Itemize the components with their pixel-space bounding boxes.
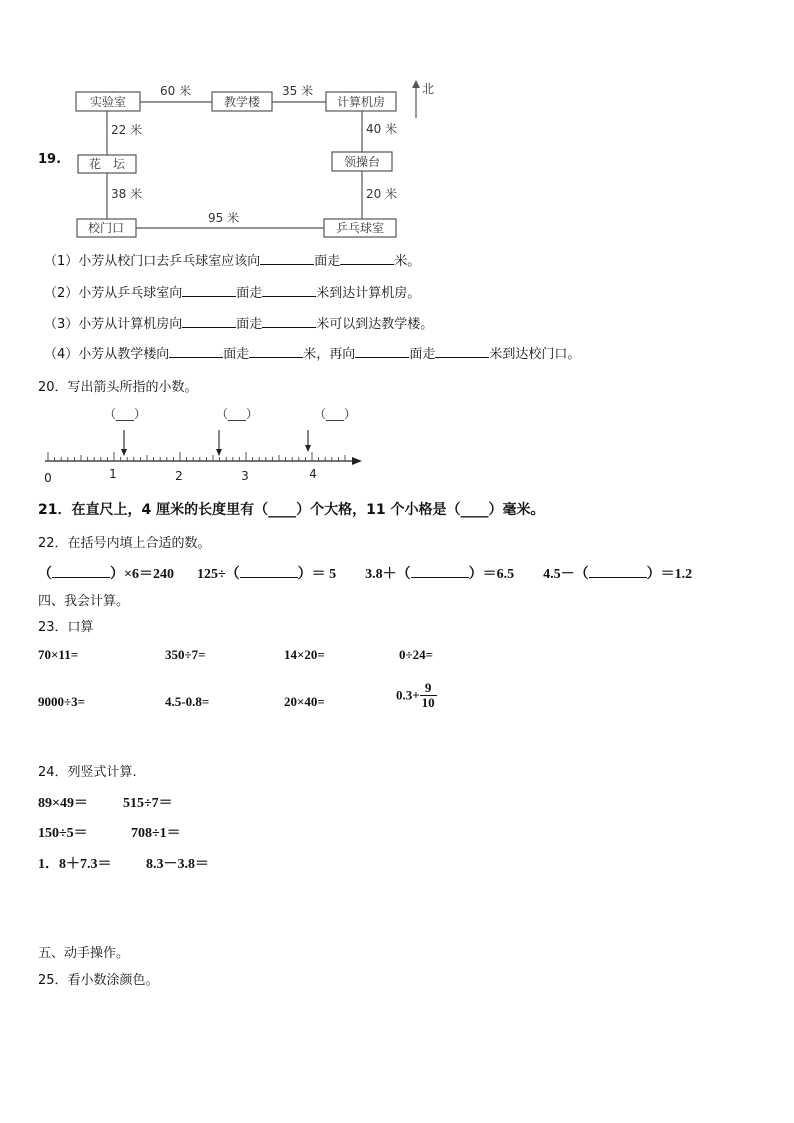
answer-blank[interactable]: [435, 345, 489, 358]
north-label: 北: [422, 82, 435, 96]
answer-blank[interactable]: [260, 252, 314, 265]
q22-text: 22．在括号内填上合适的数。: [38, 536, 211, 551]
answer-blank[interactable]: [249, 345, 303, 358]
dist-lab-teaching: 60 米: [160, 84, 192, 98]
dist-computer-stage: 40 米: [366, 122, 398, 136]
place-computer: 计算机房: [336, 95, 386, 109]
place-stage: 领操台: [343, 155, 381, 169]
answer-blank[interactable]: [411, 565, 469, 578]
q22-items: （ ）×6＝240 125÷（ ）＝ 5 3.8＋（ ）＝6.5 4.5－（ ）＝1.2: [38, 567, 693, 582]
q19-sub-4: （4）小芳从教学楼向 面走 米，再向 面走 米到达校门口。: [44, 347, 581, 362]
dist-teaching-computer: 35 米: [282, 84, 314, 98]
answer-blank-1[interactable]: ____: [268, 502, 297, 518]
place-garden: 花 坛: [88, 157, 126, 171]
q24-row-1-item-1: 89×49＝: [38, 796, 88, 811]
answer-blank[interactable]: [589, 565, 647, 578]
q24-row-3-item-2: 8.3－3.8＝: [146, 857, 209, 872]
answer-blank[interactable]: [340, 252, 394, 265]
place-gate: 校门口: [87, 221, 125, 235]
tick-label-4: 4: [309, 467, 317, 481]
down-arrow-icon: [216, 449, 222, 456]
answer-blank[interactable]: [240, 565, 298, 578]
q24-row-2-item-1: 150÷5＝: [38, 826, 88, 841]
place-teaching: 教学楼: [223, 95, 261, 109]
answer-blank[interactable]: [182, 284, 236, 297]
q21-text: 21．在直尺上，4 厘米的长度里有（____）个大格，11 个小格是（____）毫米。: [38, 502, 545, 518]
place-pingpong: 乒乓球室: [335, 221, 385, 235]
q19-sub-1: （1）小芳从校门口去乒乓球室应该向 面走 米。: [44, 254, 421, 269]
arrow-bracket-2[interactable]: （___）: [216, 407, 259, 421]
q23-row-2-item-1: 9000÷3=: [38, 694, 86, 709]
tick-label-1: 1: [109, 467, 117, 481]
direction-map: [60, 78, 450, 244]
q23-row-2-item-4: 0.3+ $\frac{9}{10}$: [396, 680, 435, 710]
section-4-heading: 四、我会计算。: [38, 594, 130, 609]
q23-row-2-item-2: 4.5-0.8=: [165, 694, 210, 709]
arrow-bracket-3[interactable]: （___）: [314, 407, 357, 421]
answer-blank[interactable]: [262, 284, 316, 297]
q24-text: 24．列竖式计算.: [38, 765, 137, 780]
answer-blank[interactable]: [262, 315, 316, 328]
answer-blank-2[interactable]: ____: [460, 502, 489, 518]
q24-row-1-item-2: 515÷7＝: [123, 796, 173, 811]
q23-row-2-item-3: 20×40=: [284, 694, 325, 709]
q20-text: 20．写出箭头所指的小数。: [38, 380, 198, 395]
down-arrow-icon: [121, 449, 127, 456]
q24-row-3-item-1: 1．8＋7.3＝: [38, 857, 112, 872]
arrow-bracket-1[interactable]: （___）: [104, 407, 147, 421]
axis-arrow-icon: [352, 457, 362, 465]
q19-sub-3: （3）小芳从计算机房向 面走 米可以到达教学楼。: [44, 317, 434, 332]
dist-lab-garden: 22 米: [111, 123, 143, 137]
q23-row-1-item-2: 350÷7=: [165, 647, 206, 662]
number-line: [38, 400, 378, 490]
q24-row-2-item-2: 708÷1＝: [131, 826, 181, 841]
q23-text: 23．口算: [38, 620, 94, 635]
answer-blank[interactable]: [355, 345, 409, 358]
dist-stage-pingpong: 20 米: [366, 187, 398, 201]
answer-blank[interactable]: [182, 315, 236, 328]
tick-label-0: 0: [44, 471, 52, 485]
q23-row-1-item-1: 70×11=: [38, 647, 79, 662]
dist-garden-gate: 38 米: [111, 187, 143, 201]
q23-row-1-item-4: 0÷24=: [399, 647, 434, 662]
dist-gate-pingpong: 95 米: [208, 211, 240, 225]
north-arrow-icon: [412, 80, 420, 88]
section-5-heading: 五、动手操作。: [38, 946, 130, 961]
fraction: $\frac{9}{10}$: [421, 680, 435, 710]
q19-number: 19.: [38, 152, 62, 167]
tick-marks: [48, 452, 345, 461]
answer-blank[interactable]: [169, 345, 223, 358]
q25-text: 25．看小数涂颜色。: [38, 973, 159, 988]
q23-row-1-item-3: 14×20=: [284, 647, 325, 662]
tick-label-3: 3: [241, 469, 249, 483]
tick-label-2: 2: [175, 469, 183, 483]
place-lab: 实验室: [89, 95, 127, 109]
q19-sub-2: （2）小芳从乒乓球室向 面走 米到达计算机房。: [44, 286, 421, 301]
down-arrow-icon: [305, 445, 311, 452]
answer-blank[interactable]: [52, 565, 110, 578]
